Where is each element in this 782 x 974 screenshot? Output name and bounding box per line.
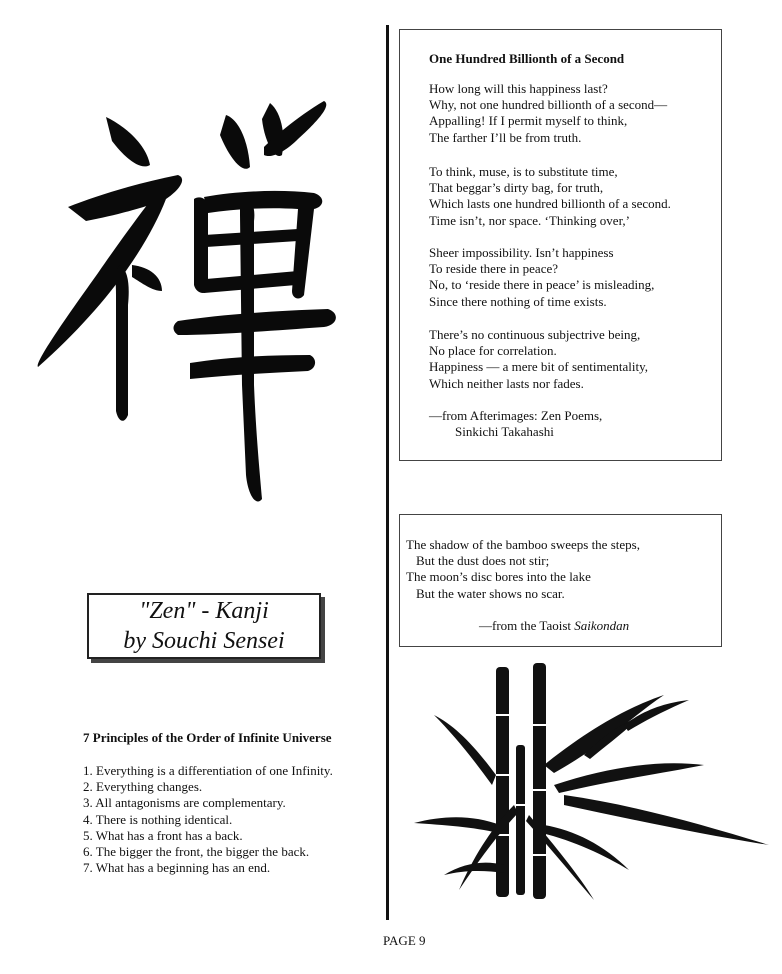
poem-line: Appalling! If I permit myself to think, [429,113,628,129]
poem-line: To reside there in peace? [429,261,559,277]
quote-line: The shadow of the bamboo sweeps the steps, [406,537,640,552]
principles-title: 7 Principles of the Order of Infinite Universe [83,730,332,745]
poem-line: That beggar’s dirty bag, for truth, [429,180,604,196]
poem-title: One Hundred Billionth of a Second [429,51,625,66]
poem-line: No, to ‘reside there in peace’ is misleading, [429,277,655,293]
quote-line: But the water shows no scar. [416,585,565,601]
poem-line: Time isn’t, nor space. ‘Thinking over,’ [429,212,630,228]
poem-line: The farther I’ll be from truth. [429,129,582,145]
poem-attribution-author: Sinkichi Takahashi [455,424,554,440]
bamboo-quote-attribution [479,618,629,634]
bamboo-quote-lines [406,537,640,602]
principle-item: 1. Everything is a differentiation of one Infinity. [83,763,333,778]
poem-line: Happiness — a mere bit of sentimentality, [429,359,649,375]
quote-line: The moon’s disc bores into the lake [406,569,591,585]
poem-box [399,29,722,461]
attribution-prefix: —from the Taoist [479,618,575,633]
poem-line: To think, muse, is to substitute time, [429,164,618,179]
bamboo-quote-box [399,514,722,647]
poem-line: Why, not one hundred billionth of a second— [429,97,668,113]
principle-item: 6. The bigger the front, the bigger the back. [83,844,310,860]
attribution-source: Saikondan [574,618,630,633]
poem-line: How long will this happiness last? [429,81,608,96]
poem-stanza [429,327,648,392]
poem-line: No place for correlation. [429,343,557,359]
kanji-caption-box [87,593,321,659]
poem-stanza [429,245,654,310]
poem-attribution-source: —from Afterimages: Zen Poems, [429,408,603,423]
kanji-caption-title: "Zen" - Kanji [139,598,269,624]
principle-item: 5. What has a front has a back. [83,827,243,843]
principle-item: 3. All antagonisms are complementary. [83,795,286,811]
poem-stanza [429,81,667,146]
bamboo-illustration [404,655,774,905]
poem-stanza [429,164,671,229]
poem-line: Which lasts one hundred billionth of a second. [429,196,671,212]
principle-item: 2. Everything changes. [83,779,203,795]
poem-line: Sheer impossibility. Isn’t happiness [429,245,614,260]
poem-line: Which neither lasts nor fades. [429,375,584,391]
poem-attribution [429,408,602,440]
principles-list [83,763,333,876]
principle-item: 7. What has a beginning has an end. [83,860,271,876]
kanji-caption-artist: by Souchi Sensei [123,628,285,654]
quote-line: But the dust does not stir; [416,553,550,569]
page-number: PAGE 9 [383,933,426,948]
poem-line: There’s no continuous subjectrive being, [429,327,641,342]
zen-kanji-calligraphy [28,95,350,515]
column-divider [386,25,389,920]
principle-item: 4. There is nothing identical. [83,811,233,827]
poem-line: Since there nothing of time exists. [429,293,607,309]
